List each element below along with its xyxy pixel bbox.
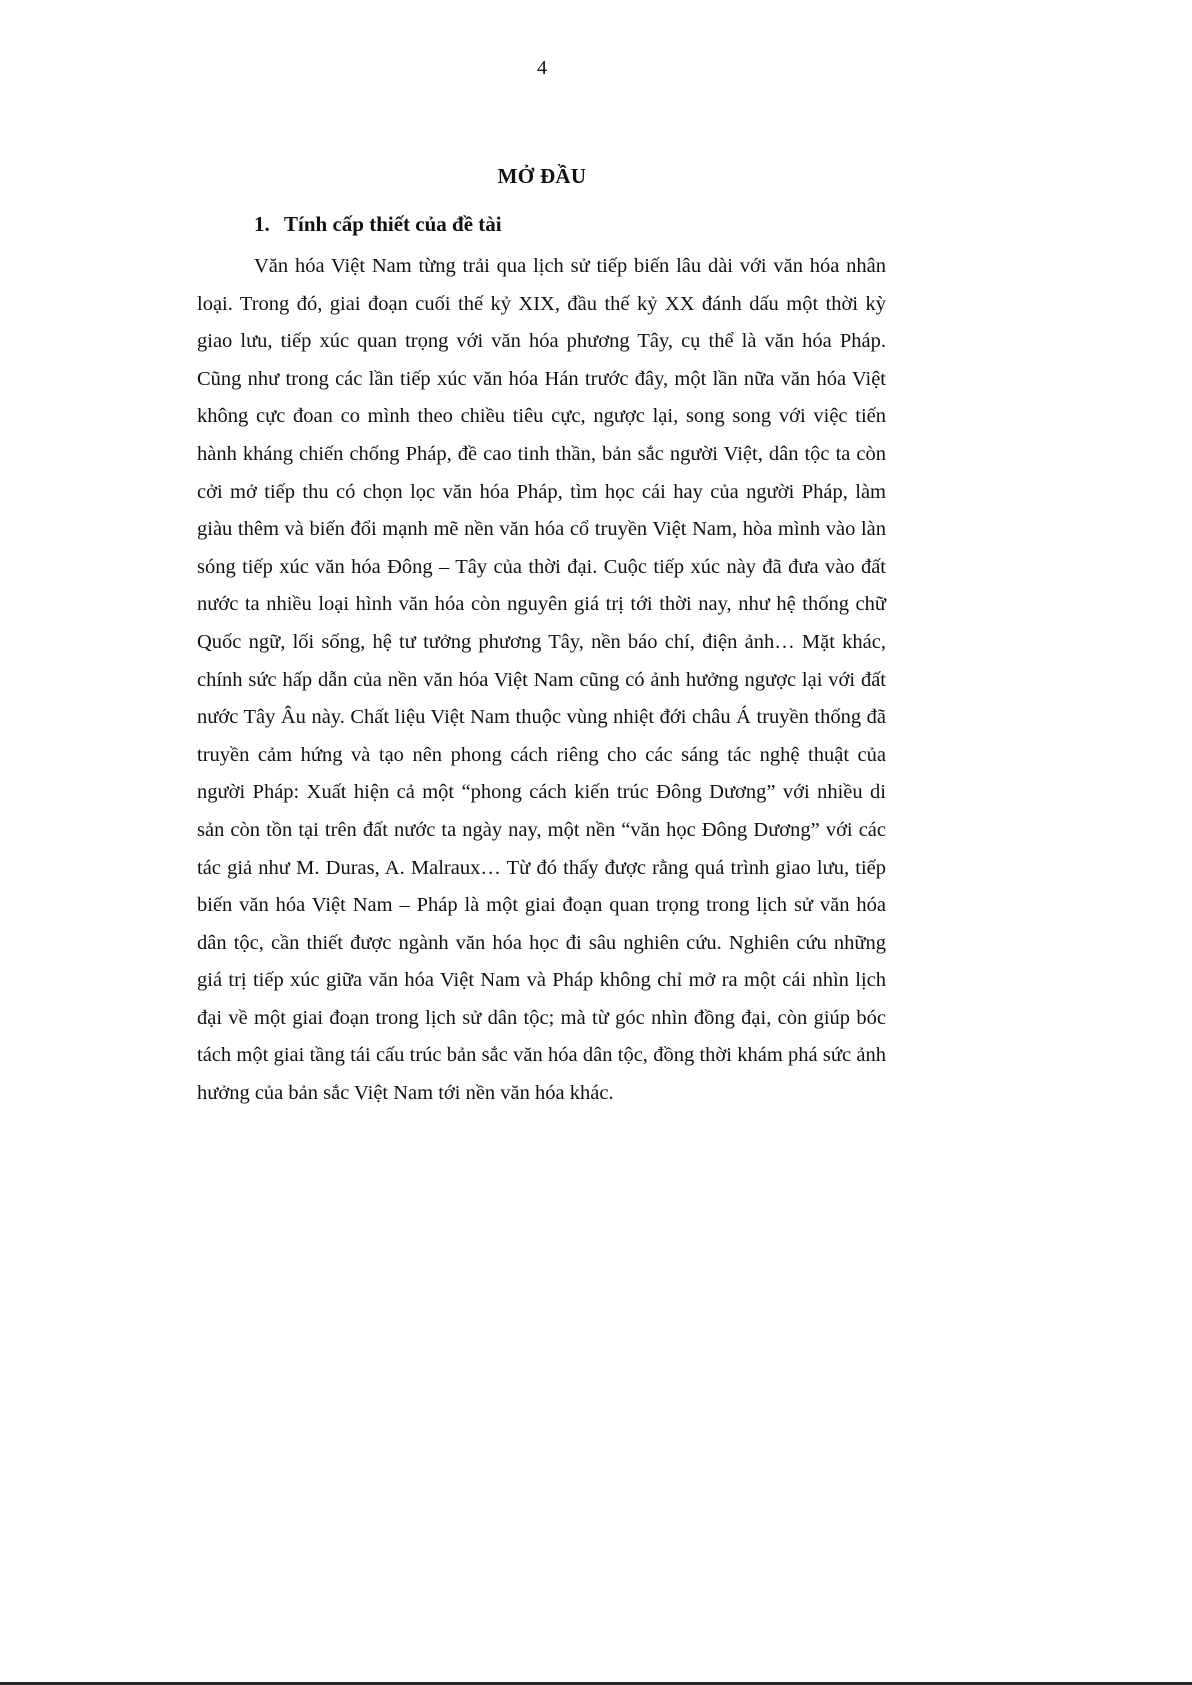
body-paragraph: Văn hóa Việt Nam từng trải qua lịch sử tiếp biến lâu dài với văn hóa nhân loại. Trong đó, giai đoạn cuối thế kỷ XIX, đầu thế kỷ XX đánh dấu một thời kỳ giao lưu, tiếp xúc quan trọng với văn hóa phương Tây, cụ thể là văn hóa Pháp. Cũng như trong các lần tiếp xúc văn hóa Hán trước đây, một lần nữa văn hóa Việt không cực đoan co mình theo chiều tiêu cực, ngược lại, song song với việc tiến hành kháng chiến chống Pháp, đề cao tinh thần, bản sắc người Việt, dân tộc ta còn cởi mở tiếp thu có chọn lọc văn hóa Pháp, tìm học cái hay của người Pháp, làm giàu thêm và biến đổi mạnh mẽ nền văn hóa cổ truyền Việt Nam, hòa mình vào làn sóng tiếp xúc văn hóa Đông – Tây của thời đại. Cuộc tiếp xúc này đã đưa vào đất nước ta nhiều loại hình văn hóa còn nguyên giá trị tới thời nay, như hệ thống chữ Quốc ngữ, lối sống, hệ tư tưởng phương Tây, nền báo chí, điện ảnh… Mặt khác, chính sức hấp dẫn của nền văn hóa Việt Nam cũng có ảnh hưởng ngược lại với đất nước Tây Âu này. Chất liệu Việt Nam thuộc vùng nhiệt đới châu Á truyền thống đã truyền cảm hứng và tạo nên phong cách riêng cho các sáng tác nghệ thuật của người Pháp: Xuất hiện cả một “phong cách kiến trúc Đông Dương” với nhiều di sản còn tồn tại trên đất nước ta ngày nay, một nền “văn học Đông Dương” với các tác giả như M. Duras, A. Malraux… Từ đó thấy được rằng quá trình giao lưu, tiếp biến văn hóa Việt Nam – Pháp là một giai đoạn quan trọng trong lịch sử văn hóa dân tộc, cần thiết được ngành văn hóa học đi sâu nghiên cứu. Nghiên cứu những giá trị tiếp xúc giữa văn hóa Việt Nam và Pháp không chỉ mở ra một cái nhìn lịch đại về một giai đoạn trong lịch sử dân tộc; mà từ góc nhìn đồng đại, còn giúp bóc tách một giai tầng tái cấu trúc bản sắc văn hóa dân tộc, đồng thời khám phá sức ảnh hưởng của bản sắc Việt Nam tới nền văn hóa khác. bbox=[197, 255, 886, 1105]
section-title: Tính cấp thiết của đề tài bbox=[284, 212, 502, 236]
page-number: 4 bbox=[537, 57, 547, 79]
section-number: 1. bbox=[254, 212, 270, 236]
section-heading bbox=[254, 211, 502, 237]
chapter-title: MỞ ĐẦU bbox=[497, 164, 587, 188]
